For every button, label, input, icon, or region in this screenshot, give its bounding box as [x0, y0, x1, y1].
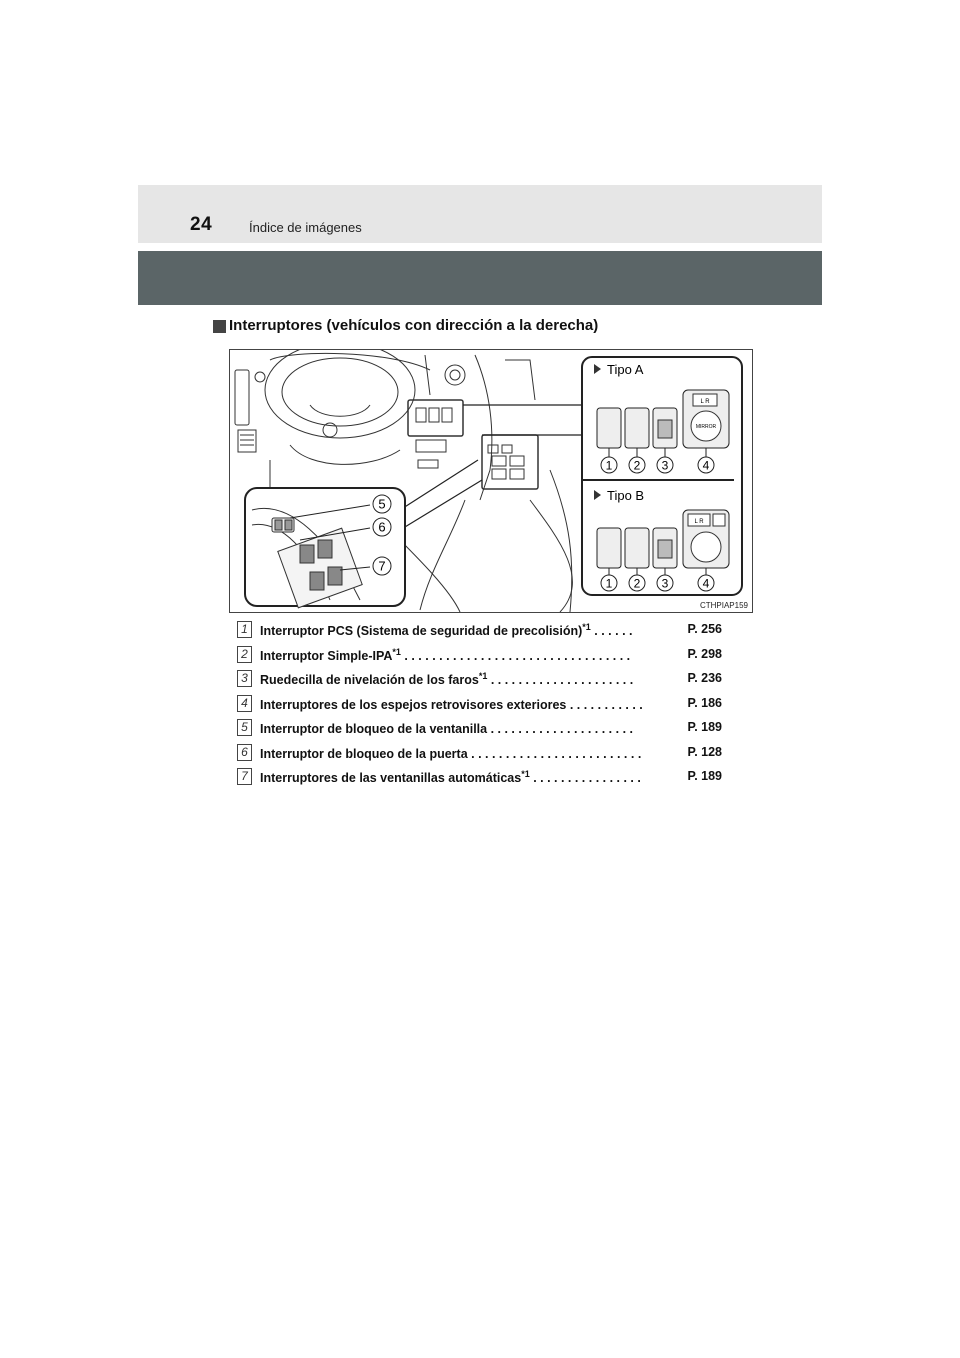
type-b-label: Tipo B: [607, 488, 645, 503]
lr-text-a: L R: [700, 399, 710, 405]
callout-5: 5: [378, 496, 386, 512]
leader-dots: . . . . . . . . . . .: [566, 697, 643, 712]
section-heading: Interruptores (vehículos con dirección a la derecha): [229, 317, 599, 334]
type-panel: [582, 357, 742, 595]
page-number: 24: [190, 214, 213, 235]
list-item[interactable]: [237, 645, 727, 670]
lr-text-b: L R: [694, 519, 704, 525]
item-label: Interruptores de las ventanillas automáticas: [260, 771, 522, 786]
list-item[interactable]: [237, 694, 727, 719]
item-label: Interruptor Simple-IPA: [260, 648, 393, 663]
title-band: [138, 251, 822, 305]
item-number: 2: [237, 646, 252, 663]
mirror-text: MIRROR: [695, 424, 717, 430]
header-band: [138, 185, 822, 243]
page-reference-link[interactable]: P. 298: [683, 647, 722, 661]
callout-a-3: 3: [661, 458, 669, 473]
list-item[interactable]: [237, 620, 727, 645]
callout-a-4: 4: [702, 458, 710, 473]
leader-dots: . . . . . . . . . . . . . . . . . . . . .: [487, 673, 634, 688]
leader-dots: . . . . . .: [590, 624, 633, 639]
callout-b-2: 2: [633, 576, 641, 591]
leader-dots: . . . . . . . . . . . . . . . . . . . . . . . . . . . . . . . . .: [400, 648, 631, 663]
footnote-marker: *1: [582, 622, 591, 632]
footnote-marker: *1: [478, 671, 488, 681]
page-reference-link[interactable]: P. 256: [683, 622, 722, 636]
page-reference-link[interactable]: P. 236: [683, 671, 722, 685]
item-number: 1: [237, 621, 252, 638]
list-item[interactable]: [237, 767, 727, 792]
item-list: [237, 620, 727, 792]
leader-dots: . . . . . . . . . . . . . . . .: [529, 771, 641, 786]
item-label: Interruptor PCS (Sistema de seguridad de precolisión): [260, 624, 583, 639]
leader-dots: . . . . . . . . . . . . . . . . . . . . .: [487, 722, 633, 737]
figure-code: CTHPIAP159: [699, 601, 748, 610]
leader-dots: . . . . . . . . . . . . . . . . . . . . . . . . .: [467, 746, 642, 761]
item-label: Interruptor de bloqueo de la ventanilla: [260, 722, 488, 737]
callout-b-4: 4: [702, 576, 710, 591]
item-number: 7: [237, 768, 252, 785]
list-item[interactable]: [237, 718, 727, 743]
switch-illustration: [229, 349, 753, 613]
chapter-title: Índice de imágenes: [249, 220, 362, 235]
page-reference-link[interactable]: P. 189: [683, 769, 722, 783]
item-number: 3: [237, 670, 252, 687]
list-item[interactable]: [237, 669, 727, 694]
item-number: 5: [237, 719, 252, 736]
zoom-inset: [245, 488, 405, 608]
footnote-marker: *1: [521, 769, 530, 779]
callout-a-2: 2: [633, 458, 641, 473]
list-item[interactable]: [237, 743, 727, 768]
callout-6: 6: [378, 519, 386, 535]
page-reference-link[interactable]: P. 189: [683, 720, 722, 734]
type-a-label: Tipo A: [607, 362, 644, 377]
item-number: 6: [237, 744, 252, 761]
item-label: Interruptor de bloqueo de la puerta: [260, 746, 468, 761]
page-reference-link[interactable]: P. 186: [683, 696, 722, 710]
footnote-marker: *1: [392, 646, 401, 657]
callout-7: 7: [378, 558, 386, 574]
page-reference-link[interactable]: P. 128: [683, 745, 722, 759]
item-label: Interruptores de los espejos retrovisores exteriores: [260, 697, 567, 712]
section-marker-icon: [213, 320, 226, 333]
callout-b-1: 1: [605, 576, 613, 591]
callout-a-1: 1: [605, 458, 613, 473]
item-number: 4: [237, 695, 252, 712]
callout-b-3: 3: [661, 576, 669, 591]
item-label: Ruedecilla de nivelación de los faros: [260, 673, 479, 688]
